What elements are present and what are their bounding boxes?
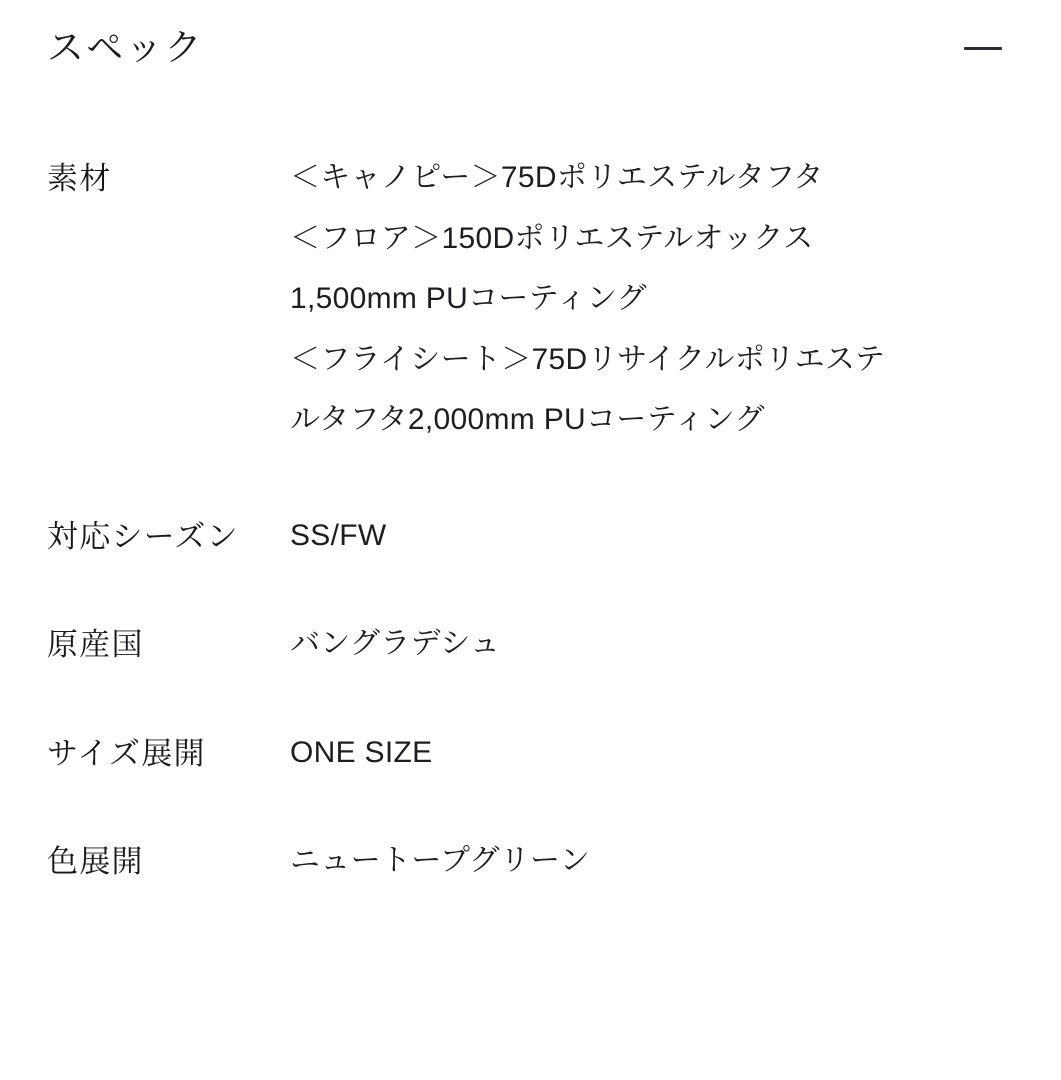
spec-value-line: バングラデシュ: [290, 627, 501, 660]
spec-value-line: SS/FW: [290, 518, 387, 552]
spec-value-line: ＜フライシート＞75Dリサイクルポリエステ: [290, 342, 886, 376]
spec-value: [290, 731, 1021, 775]
minus-icon-bar: [964, 47, 1002, 50]
spec-label: 対応シーズン: [47, 518, 239, 554]
spec-value: [290, 839, 1021, 883]
spec-value-line: ルタフタ2,000mm PUコーティング: [290, 403, 765, 436]
spec-value-line: ＜フロア＞150Dポリエステルオックス: [290, 221, 814, 255]
spec-label: 色展開: [47, 844, 144, 879]
table-row: [40, 839, 1021, 886]
spec-label: 原産国: [47, 627, 144, 662]
spec-value: [290, 156, 1021, 442]
page-title: スペック: [47, 26, 204, 68]
spec-label: サイズ展開: [47, 735, 206, 771]
table-row: [40, 731, 1021, 778]
spec-value-line: 1,500mm PUコーティング: [290, 282, 647, 315]
spec-table: [40, 156, 1021, 886]
spec-panel-header[interactable]: [40, 0, 1021, 70]
spec-value-line: ONE SIZE: [290, 735, 433, 769]
spec-value-line: ＜キャノピー＞75Dポリエステルタフタ: [290, 161, 824, 194]
table-row: [40, 156, 1021, 442]
minus-icon[interactable]: [955, 28, 1011, 68]
table-row: [40, 514, 1021, 561]
table-row: [40, 622, 1021, 669]
spec-label: 素材: [47, 161, 112, 196]
spec-value-line: ニュートープグリーン: [290, 844, 590, 877]
spec-value: [290, 622, 1021, 666]
spec-value: [290, 514, 1021, 558]
